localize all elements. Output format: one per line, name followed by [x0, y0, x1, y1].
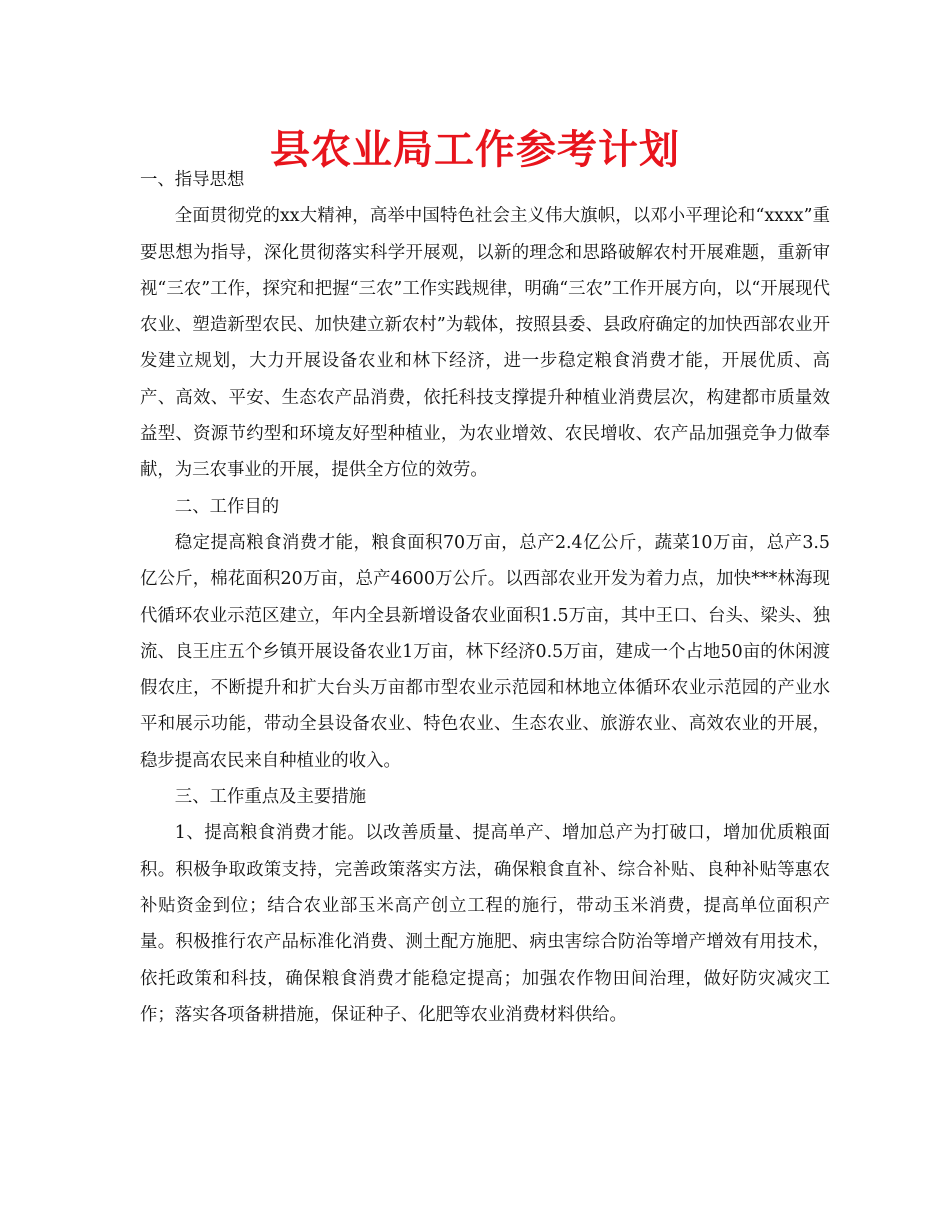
section-heading-work-objectives: 二、工作目的	[174, 496, 280, 517]
paragraph-work-objectives: 稳定提高粮食消费才能，粮食面积70万亩，总产2.4亿公斤，蔬菜10万亩，总产3.5亿公斤，棉花面积20万亩，总产4600万公斤。以西部农业开发为着力点，加快***林海现代循环农业示范区建立，年内全县新增设备农业面积1.5万亩，其中王口、台头、梁头、独流、良王庄五个乡镇开展设备农业1万亩，林下经济0.5万亩，建成一个占地50亩的休闲渡假农庄，不断提升和扩大台头万亩都市型农业示范园和林地立体循环农业示范园的产业水平和展示功能，带动全县设备农业、特色农业、生态农业、旅游农业、高效农业的开展，稳步提高农民来自种植业的收入。	[140, 532, 830, 771]
section-heading-key-measures: 三、工作重点及主要措施	[174, 787, 367, 808]
paragraph-guiding-ideology: 全面贯彻党的xx大精神，高举中国特色社会主义伟大旗帜，以邓小平理论和“xxxx”重要思想为指导，深化贯彻落实科学开展观，以新的理念和思路破解农村开展难题，重新审视“三农”工作，探究和把握“三农”工作实践规律，明确“三农”工作开展方向，以“开展现代农业、塑造新型农民、加快建立新农村”为载体，按照县委、县政府确定的加快西部农业开发建立规划，大力开展设备农业和林下经济，进一步稳定粮食消费才能，开展优质、高产、高效、平安、生态农产品消费，依托科技支撑提升种植业消费层次，构建都市质量效益型、资源节约型和环境友好型种植业，为农业增效、农民增收、农产品加强竞争力做奉献，为三农事业的开展，提供全方位的效劳。	[140, 206, 830, 481]
section-heading-guiding-ideology: 一、指导思想	[140, 170, 245, 190]
document-body	[140, 162, 830, 1033]
document-title: 县农业局工作参考计划	[270, 127, 680, 173]
paragraph-measure-1: 1、提高粮食消费才能。以改善质量、提高单产、增加总产为打破口，增加优质粮面积。积极争取政策支持，完善政策落实方法，确保粮食直补、综合补贴、良种补贴等惠农补贴资金到位；结合农业部玉米高产创立工程的施行，带动玉米消费，提高单位面积产量。积极推行农产品标准化消费、测土配方施肥、病虫害综合防治等增产增效有用技术，依托政策和科技，确保粮食消费才能稳定提高；加强农作物田间治理，做好防灾减灾工作；落实各项备耕措施，保证种子、化肥等农业消费材料供给。	[140, 823, 830, 1025]
